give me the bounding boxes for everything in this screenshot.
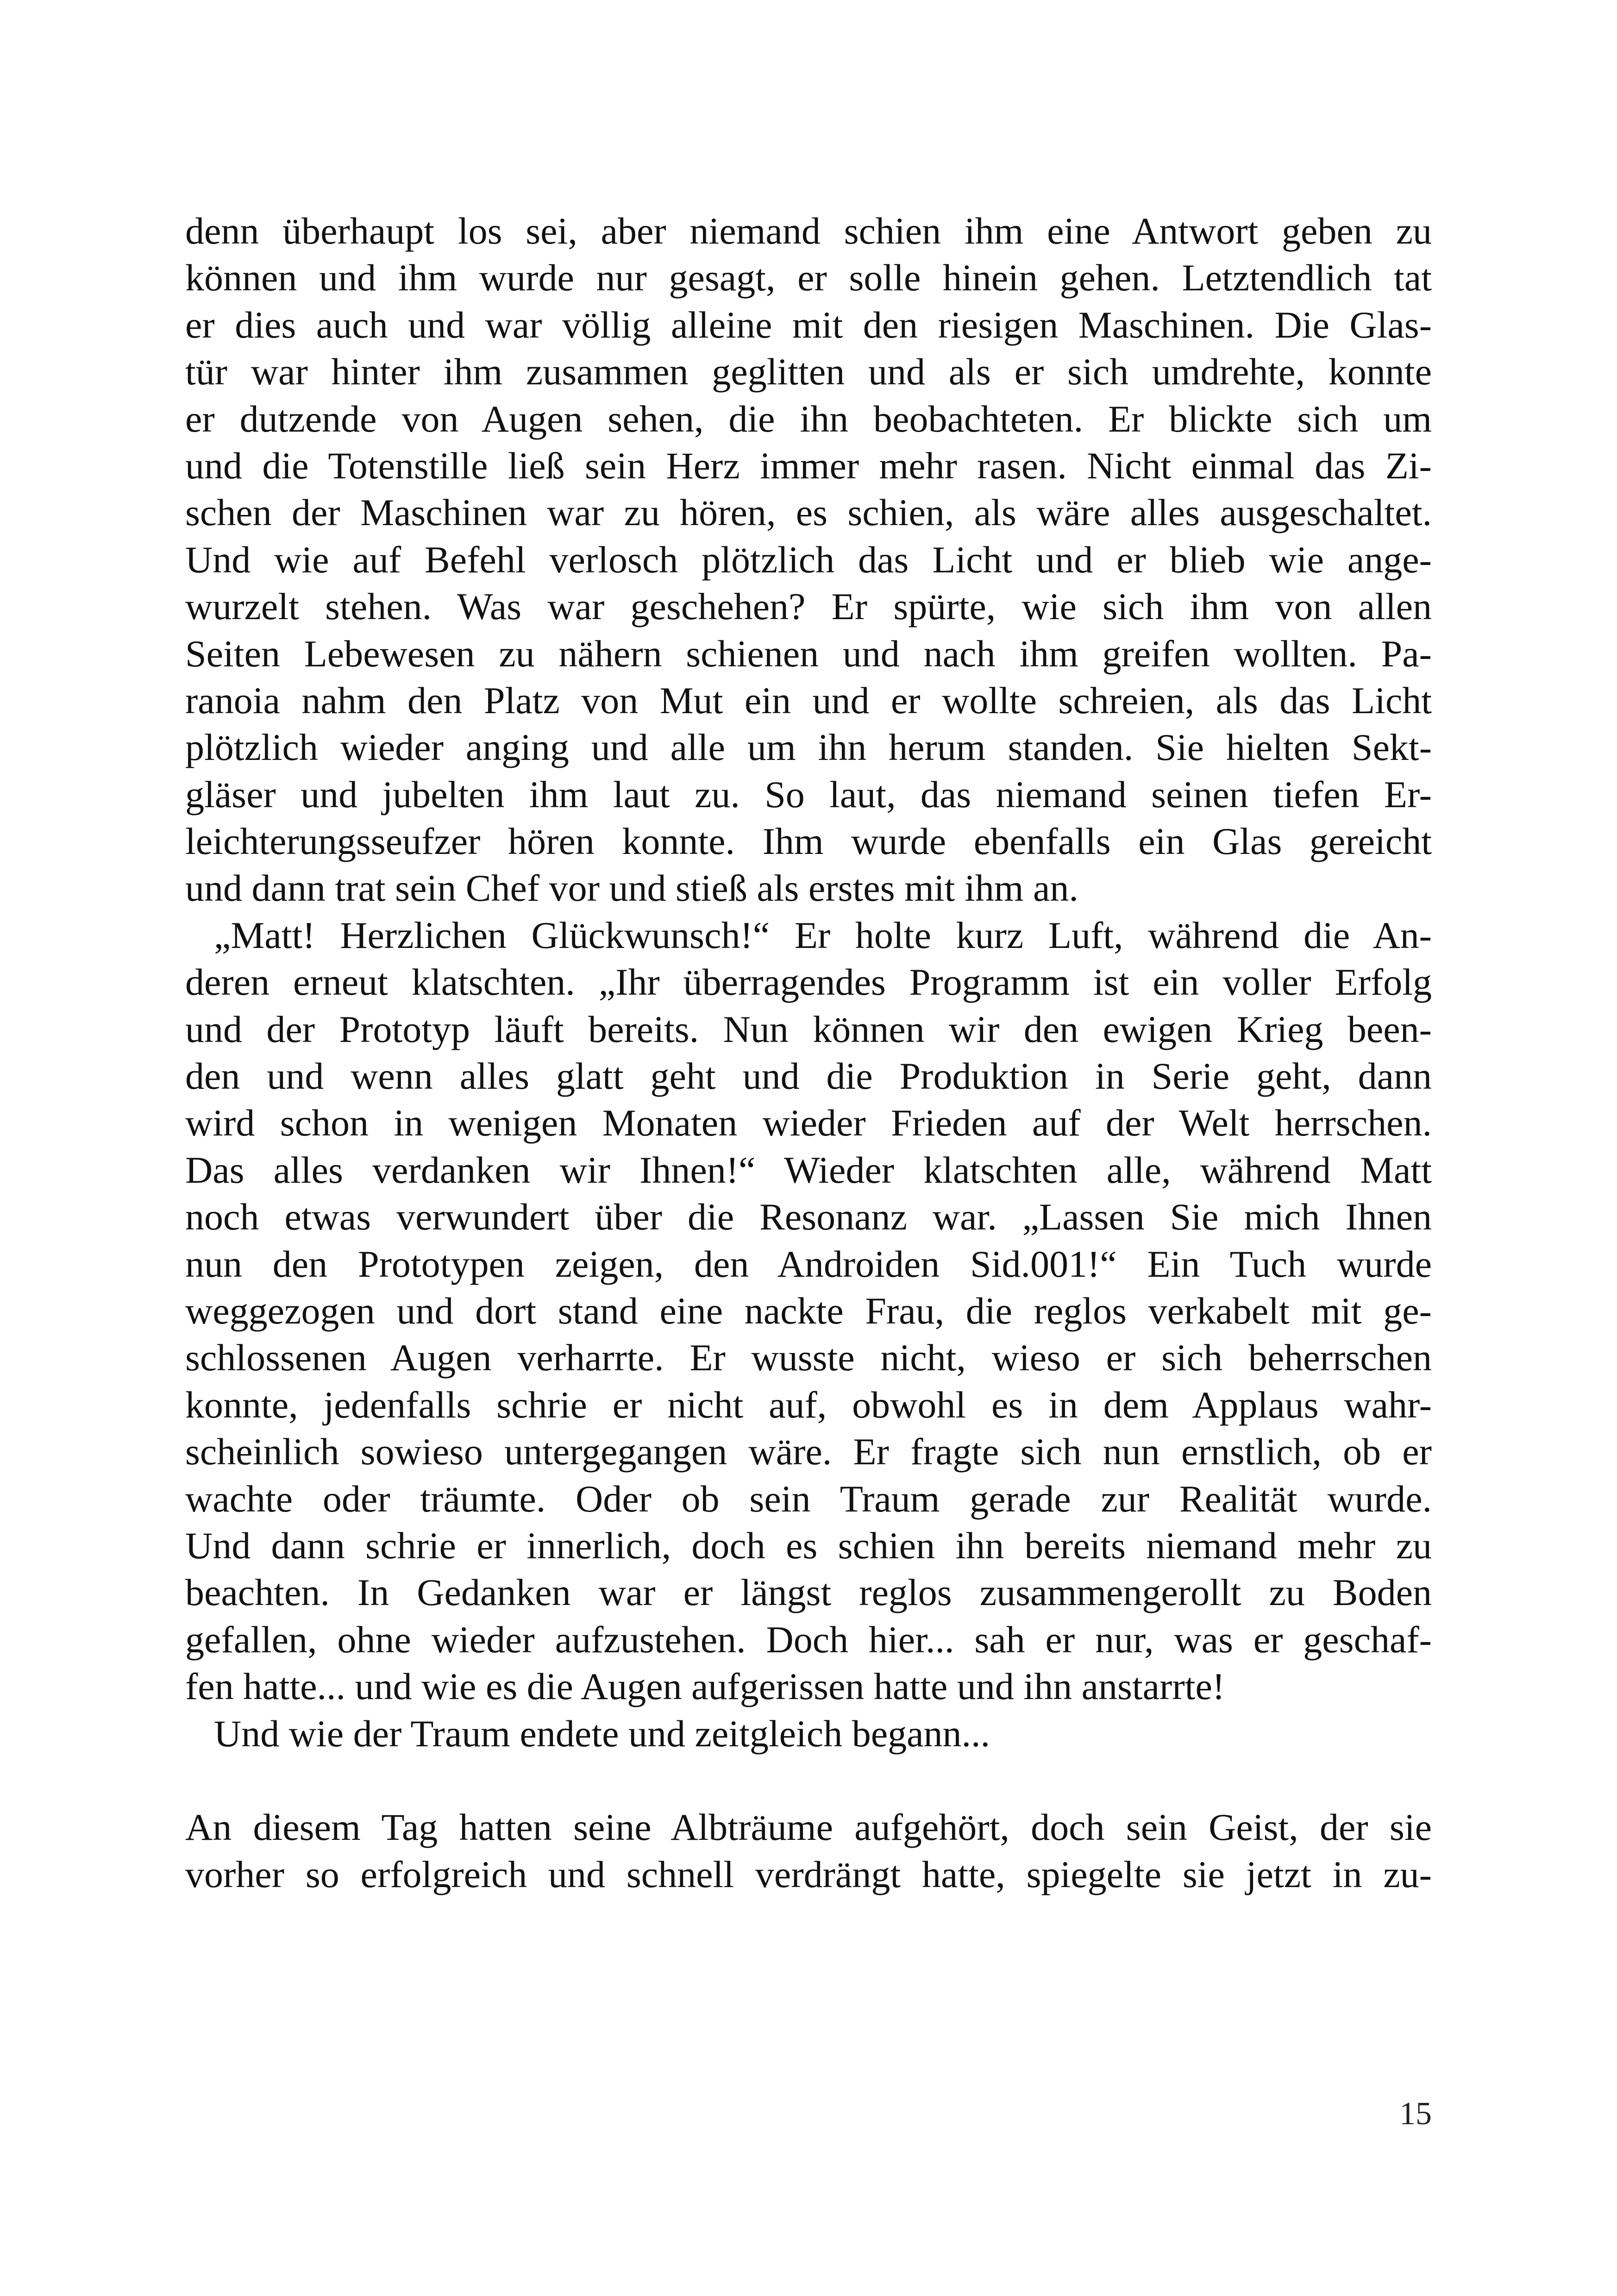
text-line: Seiten Lebewesen zu nähern schienen und nach ihm greifen wollten. Pa- [185, 632, 1432, 675]
text-line: Und dann schrie er innerlich, doch es schien ihn bereits niemand mehr zu [185, 1524, 1432, 1567]
text-line: und die Totenstille ließ sein Herz immer mehr rasen. Nicht einmal das Zi- [185, 444, 1432, 487]
text-line: plötzlich wieder anging und alle um ihn herum standen. Sie hielten Sekt- [185, 726, 1432, 769]
text-line: An diesem Tag hatten seine Albträume aufgehört, doch sein Geist, der sie [185, 1806, 1432, 1849]
text-line: beachten. In Gedanken war er längst reglos zusammengerollt zu Boden [185, 1571, 1432, 1614]
text-line: „Matt! Herzlichen Glückwunsch!“ Er holte kurz Luft, während die An- [214, 914, 1432, 956]
text-line: wird schon in wenigen Monaten wieder Frieden auf der Welt herrschen. [185, 1102, 1432, 1144]
text-line: gläser und jubelten ihm laut zu. So laut, das niemand seinen tiefen Er- [185, 773, 1432, 816]
text-line: wurzelt stehen. Was war geschehen? Er spürte, wie sich ihm von allen [185, 585, 1432, 628]
body-text [185, 207, 1432, 1898]
text-line: leichterungsseufzer hören konnte. Ihm wurde ebenfalls ein Glas gereicht [185, 820, 1432, 863]
text-line: konnte, jedenfalls schrie er nicht auf, obwohl es in dem Applaus wahr- [185, 1383, 1432, 1426]
text-line: und der Prototyp läuft bereits. Nun können wir den ewigen Krieg been- [185, 1008, 1432, 1050]
paragraph-break [185, 1757, 1432, 1804]
text-line: wachte oder träumte. Oder ob sein Traum gerade zur Realität wurde. [185, 1477, 1432, 1520]
text-line: deren erneut klatschten. „Ihr überragendes Programm ist ein voller Erfolg [185, 961, 1432, 1004]
text-line: Und wie auf Befehl verlosch plötzlich das Licht und er blieb wie ange- [185, 538, 1432, 581]
text-line: ranoia nahm den Platz von Mut ein und er wollte schreien, als das Licht [185, 679, 1432, 721]
text-line: scheinlich sowieso untergegangen wäre. Er fragte sich nun ernstlich, ob er [185, 1430, 1432, 1473]
text-line: Und wie der Traum endete und zeitgleich begann... [214, 1712, 990, 1755]
text-line: fen hatte... und wie es die Augen aufgerissen hatte und ihn anstarrte! [185, 1665, 1225, 1708]
text-line: vorher so erfolgreich und schnell verdrängt hatte, spiegelte sie jetzt in zu- [185, 1853, 1432, 1895]
text-line: schen der Maschinen war zu hören, es schien, als wäre alles ausgeschaltet. [185, 491, 1432, 534]
page-number: 15 [1399, 2096, 1432, 2132]
text-line: er dies auch und war völlig alleine mit den riesigen Maschinen. Die Glas- [185, 303, 1432, 346]
text-line: Das alles verdanken wir Ihnen!“ Wieder klatschten alle, während Matt [185, 1148, 1432, 1191]
text-line: schlossenen Augen verharrte. Er wusste nicht, wieso er sich beherrschen [185, 1336, 1432, 1379]
text-line: denn überhaupt los sei, aber niemand schien ihm eine Antwort geben zu [185, 210, 1432, 252]
text-line: können und ihm wurde nur gesagt, er solle hinein gehen. Letztendlich tat [185, 257, 1432, 299]
text-line: den und wenn alles glatt geht und die Produktion in Serie geht, dann [185, 1055, 1432, 1098]
text-line: gefallen, ohne wieder aufzustehen. Doch hier... sah er nur, was er geschaf- [185, 1618, 1432, 1661]
text-line: und dann trat sein Chef vor und stieß als erstes mit ihm an. [185, 867, 1078, 910]
text-line: noch etwas verwundert über die Resonanz war. „Lassen Sie mich Ihnen [185, 1196, 1432, 1238]
text-line: weggezogen und dort stand eine nackte Frau, die reglos verkabelt mit ge- [185, 1289, 1432, 1332]
text-line: nun den Prototypen zeigen, den Androiden Sid.001!“ Ein Tuch wurde [185, 1242, 1432, 1285]
text-line: tür war hinter ihm zusammen geglitten und als er sich umdrehte, konnte [185, 351, 1432, 393]
text-line: er dutzende von Augen sehen, die ihn beobachteten. Er blickte sich um [185, 397, 1432, 440]
